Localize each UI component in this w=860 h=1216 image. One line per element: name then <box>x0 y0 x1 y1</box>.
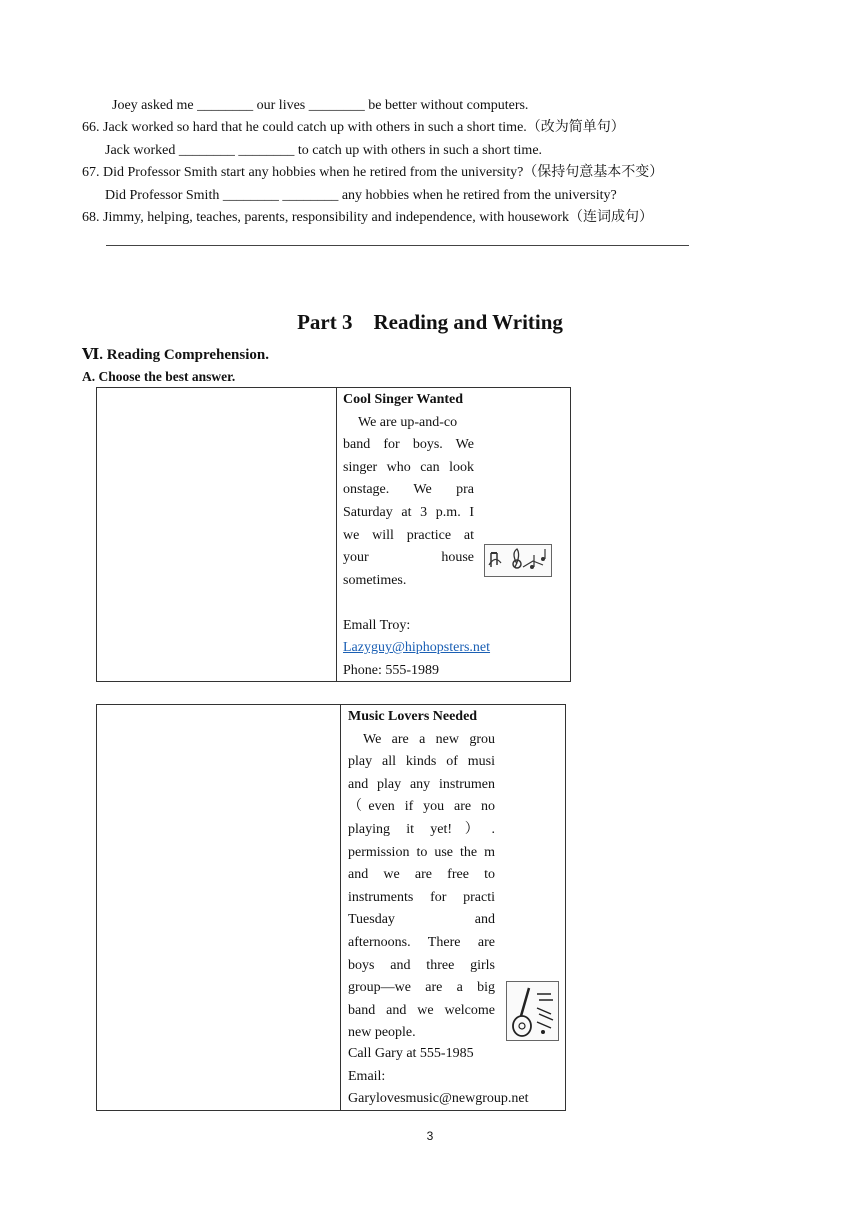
ad2-line: and play any instrumen <box>348 776 495 792</box>
q65-rewrite-line: Joey asked me ________ our lives ________ be better without computers. <box>112 98 529 113</box>
q66-rewrite-line: Jack worked ________ ________ to catch up with others in such a short time. <box>105 143 543 158</box>
ad1-phone: Phone: 555-1989 <box>343 662 440 678</box>
q68-answer-line <box>106 245 689 246</box>
q67-rewrite-line: Did Professor Smith ________ ________ any hobbies when he retired from the university? <box>105 188 617 203</box>
ad2-line: playing it yet!）. <box>348 821 495 837</box>
ad2-line: permission to use the m <box>348 844 495 860</box>
ad2-line: afternoons. There are <box>348 934 495 950</box>
page-number: 3 <box>426 1129 434 1143</box>
section-title: Ⅵ. Reading Comprehension. <box>82 347 269 363</box>
ad2-line: We are a new grou <box>363 731 495 747</box>
subsection-title: A. Choose the best answer. <box>82 369 236 384</box>
ad1-line: singer who can look <box>343 459 474 475</box>
ad2-text-column <box>348 706 495 1045</box>
ad2-line: band and we welcome <box>348 1002 495 1018</box>
ad2-heading: Music Lovers Needed <box>348 709 478 724</box>
ad2-line: instruments for practi <box>348 889 495 905</box>
ad1-line: Saturday at 3 p.m. I <box>343 504 474 520</box>
ad1-line: band for boys. We <box>343 437 474 453</box>
ad1-line: onstage. We pra <box>343 482 474 498</box>
ad2-email-label: Email: <box>348 1068 386 1084</box>
ad2-email: Garylovesmusic@newgroup.net <box>348 1091 529 1107</box>
q68-prompt: 68. Jimmy, helping, teaches, parents, responsibility and independence, with housework（连词成句） <box>82 210 654 225</box>
ad2-column-divider <box>340 704 341 1111</box>
q67-prompt: 67. Did Professor Smith start any hobbies when he retired from the university?（保持句意基本不变） <box>82 165 664 180</box>
ad1-line: sometimes. <box>343 572 407 588</box>
ad1-email-label: Emall Troy: <box>343 617 411 633</box>
ad2-line: play all kinds of musi <box>348 754 495 770</box>
ad1-email-link[interactable]: Lazyguy@hiphopsters.net <box>343 640 491 655</box>
ad2-line: and we are free to <box>348 867 495 883</box>
music-notes-image <box>484 544 552 577</box>
ad1-heading: Cool Singer Wanted <box>343 392 464 407</box>
part-title: Part 3 Reading and Writing <box>297 310 563 334</box>
q66-prompt: 66. Jack worked so hard that he could catch up with others in such a short time.（改为简单句） <box>82 120 625 135</box>
guitar-image <box>506 981 559 1041</box>
ad2-line: （even if you are no <box>348 799 495 815</box>
ad2-line: new people. <box>348 1025 416 1041</box>
ad2-line: Tuesday and <box>348 912 495 928</box>
ad2-line: boys and three girls <box>348 957 495 973</box>
ad2-line: group—we are a big <box>348 980 495 996</box>
ad2-call: Call Gary at 555-1985 <box>348 1046 474 1061</box>
ad1-line: we will practice at <box>343 527 474 543</box>
ad1-line: We are up-and-co <box>358 414 458 430</box>
ad1-column-divider <box>336 387 337 682</box>
ad1-text-column <box>343 389 474 638</box>
ad1-line: your house <box>343 550 474 566</box>
